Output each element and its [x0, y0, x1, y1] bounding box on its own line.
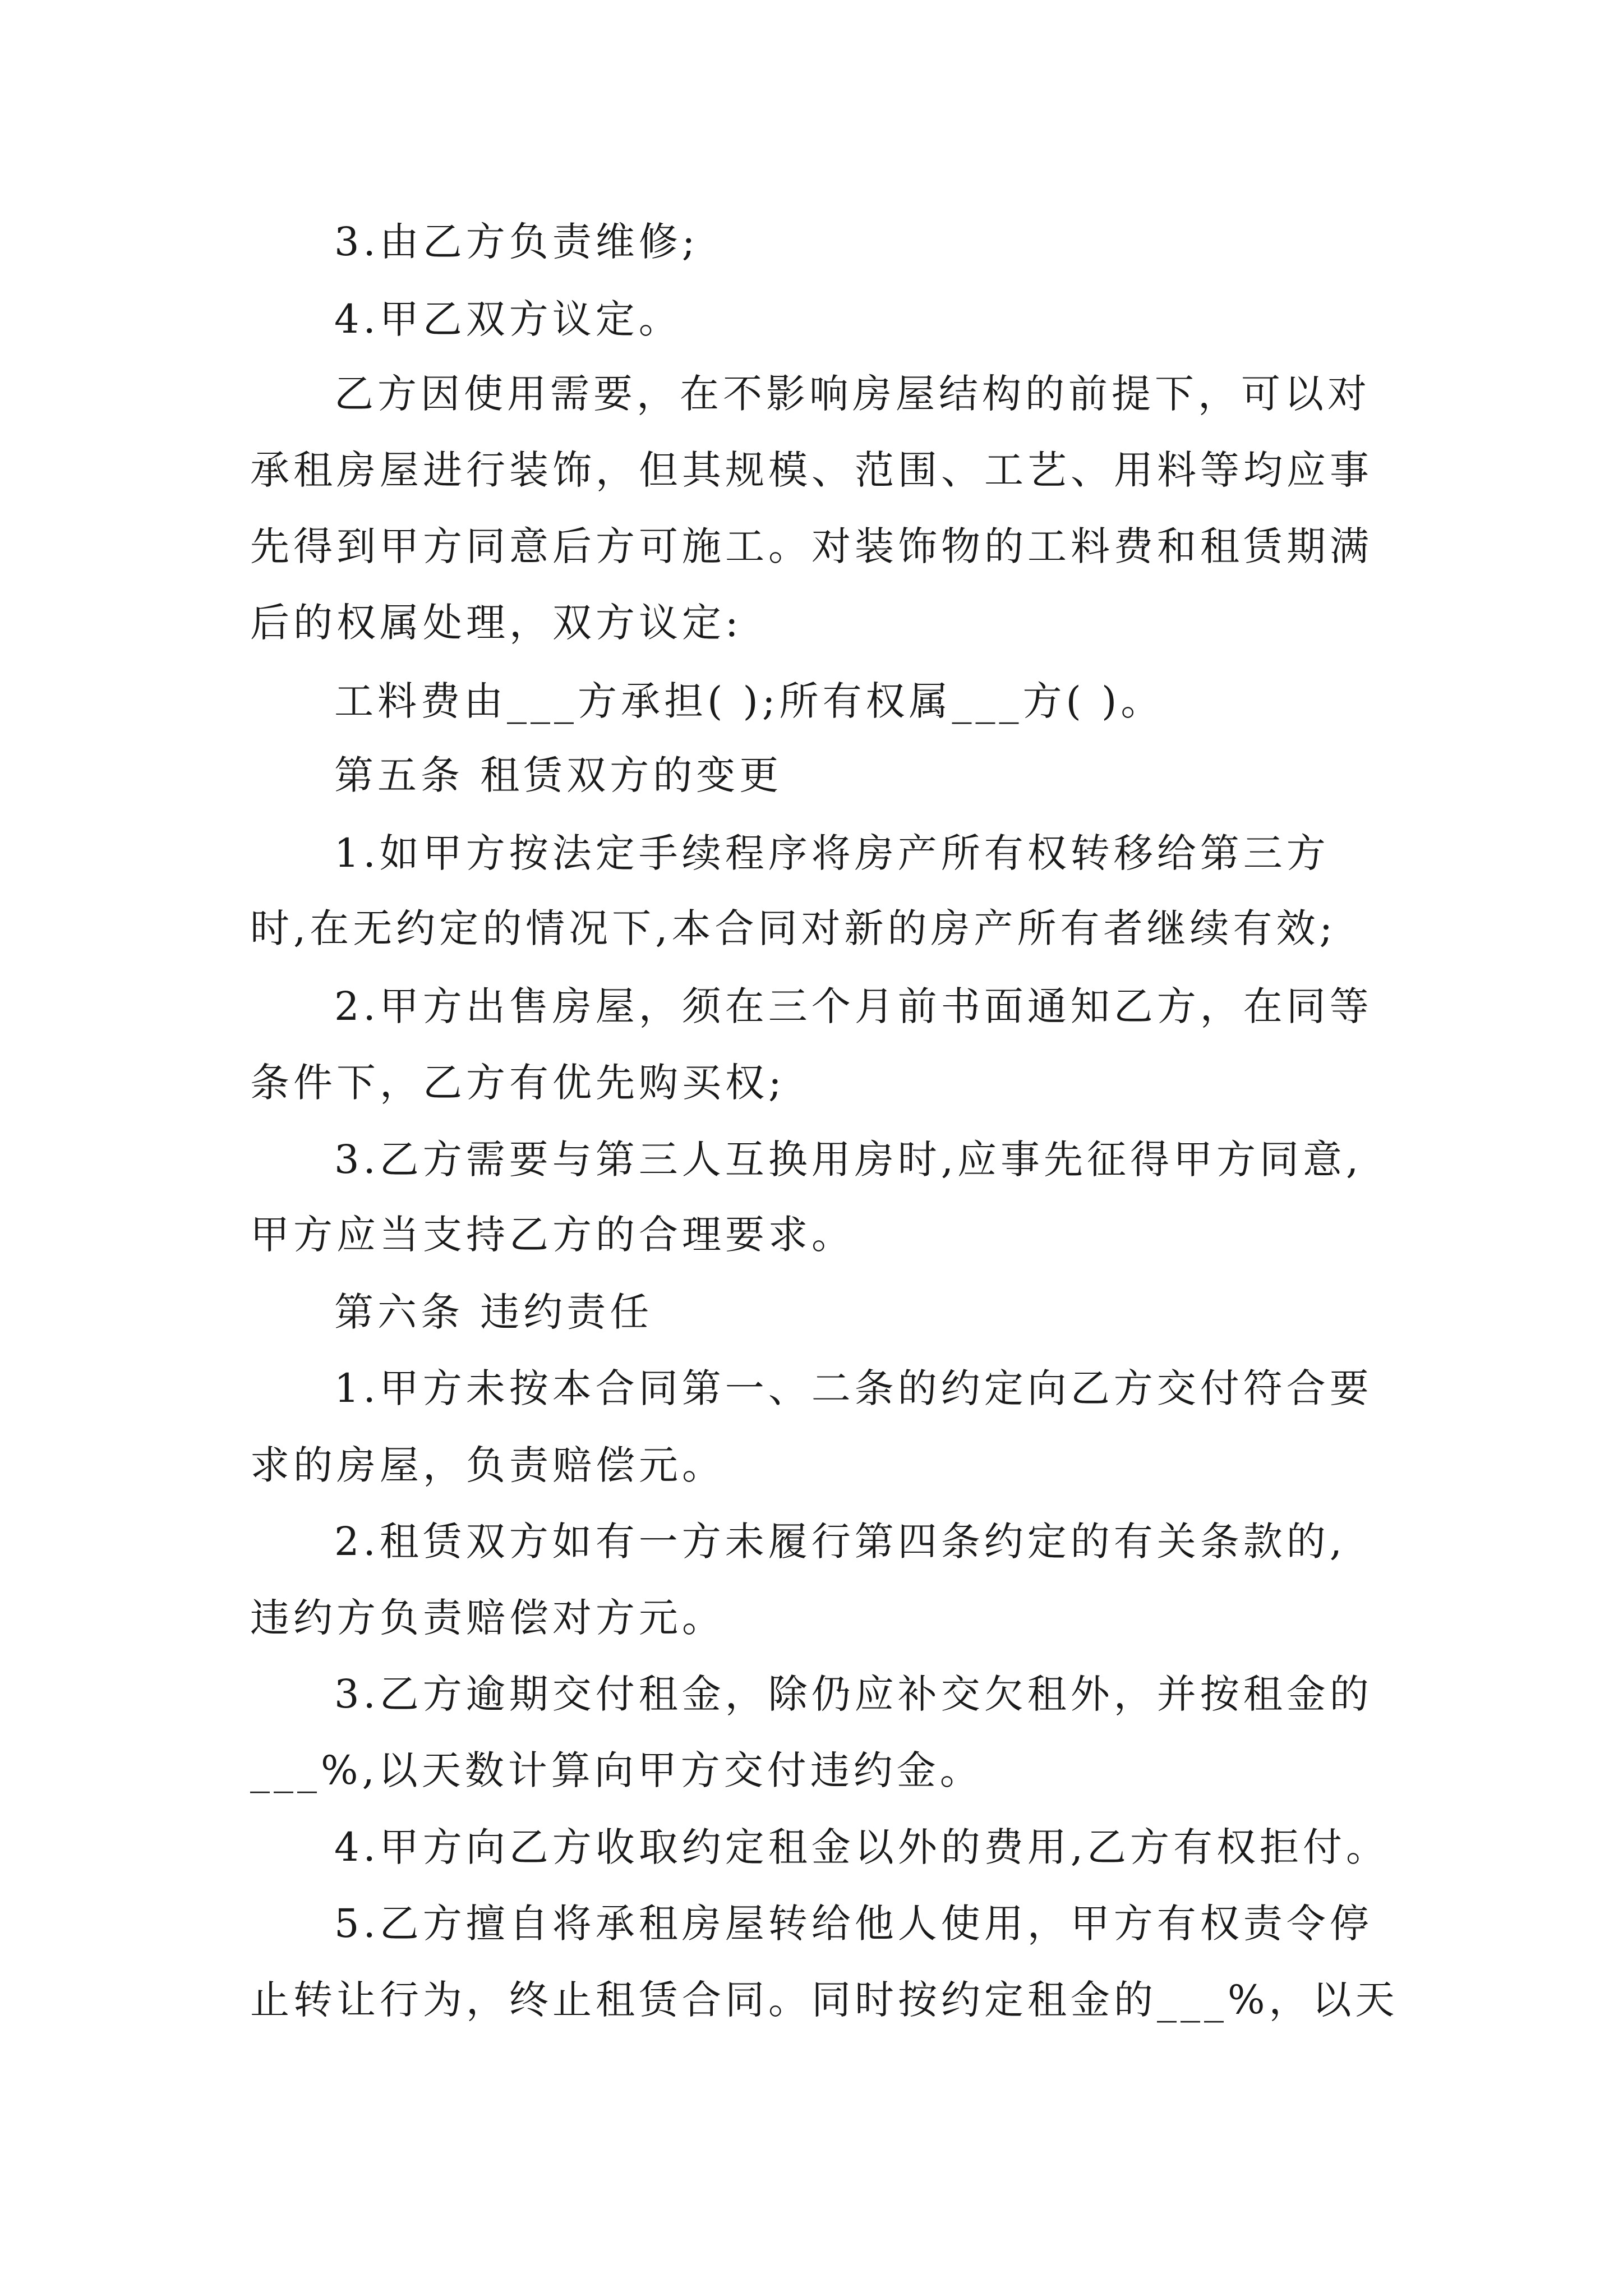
text-line: 求的房屋，负责赔偿元。 [250, 1442, 725, 1488]
text-line: 时,在无约定的情况下,本合同对新的房产所有者继续有效; [250, 905, 1337, 951]
text-line: 2.租赁双方如有一方未履行第四条约定的有关条款的, [334, 1519, 1347, 1565]
text-line: 1.甲方未按本合同第一、二条的约定向乙方交付符合要 [334, 1365, 1373, 1411]
text-line: 3.乙方逾期交付租金，除仍应补交欠租外，并按租金的 [334, 1671, 1373, 1717]
text-line: 4.甲乙双方议定。 [334, 296, 682, 342]
text-line: 3.乙方需要与第三人互换用房时,应事先征得甲方同意, [334, 1137, 1363, 1182]
section-heading: 第五条 租赁双方的变更 [334, 752, 783, 798]
text-line: 条件下，乙方有优先购买权; [250, 1060, 786, 1106]
text-line: 1.如甲方按法定手续程序将房产所有权转移给第三方 [334, 830, 1330, 876]
text-line: 5.乙方擅自将承租房屋转给他人使用，甲方有权责令停 [334, 1901, 1373, 1947]
text-line: 4.甲方向乙方收取约定租金以外的费用,乙方有权拒付。 [334, 1824, 1390, 1870]
text-line: 违约方负责赔偿对方元。 [250, 1595, 725, 1641]
text-line: 后的权属处理，双方议定: [250, 600, 743, 646]
text-line: 乙方因使用需要，在不影响房屋结构的前提下，可以对 [334, 371, 1371, 417]
text-line: 承租房屋进行装饰，但其规模、范围、工艺、用料等均应事 [250, 447, 1373, 493]
text-line: 先得到甲方同意后方可施工。对装饰物的工料费和租赁期满 [250, 523, 1373, 569]
text-line: 3.由乙方负责维修; [334, 219, 699, 265]
text-line: 止转让行为，终止租赁合同。同时按约定租金的___%，以天 [250, 1977, 1399, 2023]
text-line: 甲方应当支持乙方的合理要求。 [250, 1212, 855, 1258]
text-line: 2.甲方出售房屋，须在三个月前书面通知乙方，在同等 [334, 983, 1373, 1029]
section-heading: 第六条 违约责任 [334, 1289, 653, 1335]
text-line: ___%,以天数计算向甲方交付违约金。 [250, 1747, 983, 1793]
text-line: 工料费由___方承担( );所有权属___方( )。 [334, 678, 1164, 724]
